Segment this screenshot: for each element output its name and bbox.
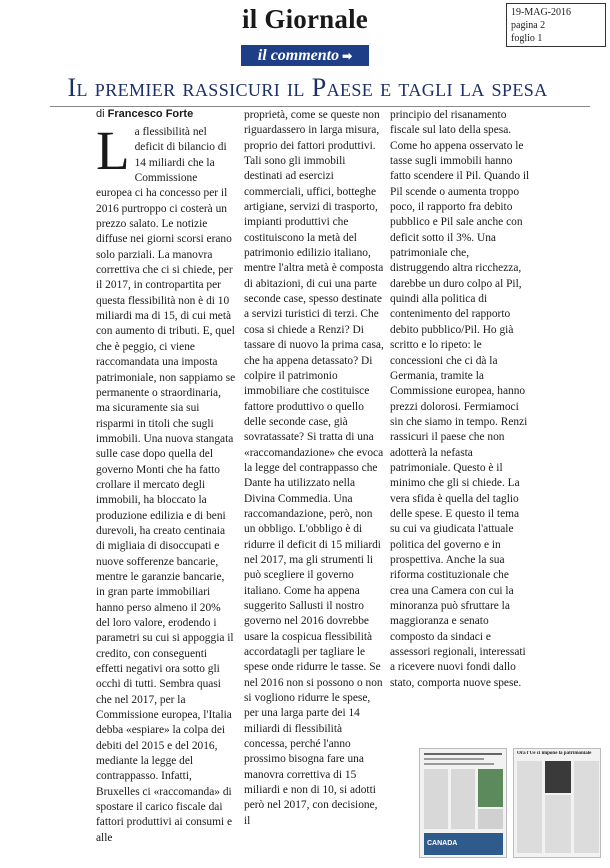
article-headline: Il premier rassicuri il Paese e tagli la spesa bbox=[67, 73, 548, 102]
drop-cap: L bbox=[96, 120, 130, 181]
stamp-sheet: foglio 1 bbox=[511, 33, 543, 44]
byline-prefix: di bbox=[96, 108, 105, 120]
thumbnail-page-right[interactable] bbox=[513, 748, 601, 858]
thumbnail-banner: CANADA bbox=[424, 833, 503, 855]
article-column-1 bbox=[96, 120, 236, 846]
newspaper-masthead: il Giornale bbox=[242, 4, 368, 34]
arrow-right-icon: ➡ bbox=[342, 49, 353, 63]
byline bbox=[96, 108, 193, 120]
section-label bbox=[241, 45, 369, 66]
stamp-date: 19-MAG-2016 bbox=[511, 7, 571, 18]
section-label-text: il commento bbox=[257, 47, 340, 64]
article-column-2: proprietà, come se queste non riguardassero in larga misura, proprio dei fattori produttivi. Tali sono gli immobili destinati ad esercizi commerciali, uffici, botteghe artigiane, servizi di trasporto, impianti produttivi che costituiscono la metà del patrimonio edilizio italiano, mentre l'altra metà è composta di abitazioni, di cui una parte seconde case, spesso destinate a servizi turistici di terzi. Che cosa si chiede a Renzi? Di tassare di nuovo la prima casa, che ha appena detassato? Di colpire il patrimonio immobiliare che costituisce fattore produttivo o quello delle seconde case, già sovratassate? Si tratta di una «raccomandazione» che evoca la legge del contrappasso che Dante ha utilizzato nella Divina Commedia. Una raccomandazione, però, non un obbligo. L'obbligo è di ridurre il deficit di 15 miliardi nel 2017, ma gli strumenti li può scegliere il governo italiano. Come ha appena suggerito Sallusti il nostro governo nel 2016 dovrebbe usare la cospicua flessibilità accordatagli per tagliare le spese onde ridurre le tasse. Se nel 2016 non si possono o non si vogliono ridurre le spese, per una larga parte dei 14 miliardi di flessibilità concessa, perché l'anno prossimo bisogna fare una manovra correttiva di 15 miliardi e non di 10, si adotti però nel 2017, con decisione, il bbox=[244, 109, 384, 827]
thumbnail-page-left[interactable] bbox=[419, 748, 507, 858]
thumbnail-headline: Ora l'Ue ci impone la patrimoniale bbox=[517, 751, 592, 756]
stamp-page: pagina 2 bbox=[511, 20, 546, 31]
column-1-text: a flessibilità nel deficit di bilancio di 14 miliardi che la Commissione europea ci ha concesso per il 2016 purtroppo ci costerà un prezzo salato. Le notizie diffuse nei giorni scorsi erano solo parziali. La manovra correttiva che ci si chiede, per il 2017, in contropartita per questa flessibilità non è di 10 miliardi ma di 15, di cui metà con aumento di tributi. E, quel che è peggio, ci viene raccomandata una imposta patrimoniale, non sappiamo se permanente o straordinaria, ma sicuramente sia sui risparmi in titoli che sugli immobili. Una nuova stangata sulle case dopo quella del governo Monti che ha fatto crollare il mercato degli immobili, ha bloccato la produzione edilizia e di beni durevoli, ha creato centinaia di migliaia di disoccupati e nuove sofferenze bancarie, mentre le garanzie bancarie, in gran parte immobiliari hanno perso almeno il 20% del loro valore, erodendo i parametri su cui si appoggia il credito, con conseguenti effetti negativi ora sotto gli occhi di tutti. Sembra quasi che nel 2017, per la Commissione europea, l'Italia debba «espiare» la colpa dei debiti del 2015 e del 2016, mediante la legge del contrappasso. Infatti, Bruxelles ci «raccomanda» di spostare il carico fiscale dai fattori produttivi ai consumi e alle bbox=[96, 126, 236, 844]
headline-divider bbox=[50, 106, 590, 107]
article-column-3: principio del risanamento fiscale sul lato della spesa. Come ho appena osservato le tasse sugli immobili hanno fatto scendere il Pil. Quando il Pil scende o aumenta troppo poco, il rapporto fra debito pubblico e Pil sale anche con deficit sotto il 3%. Una patrimoniale che, distruggendo altra ricchezza, darebbe un duro colpo al Pil, quindi alla politica di contenimento del rapporto debito pubblico/Pil. Ho già scritto e lo ripeto: le concessioni che ci dà la Germania, tramite la Commissione europea, hanno prezzi dolorosi. Fermiamoci sin che siamo in tempo. Renzi rassicuri il paese che non adotterà la nefasta patrimoniale. Questo è il minimo che gli si chiede. La vera sfida è quella del taglio delle spese. E questo il tema su cui va giudicata l'attuale politica del governo e in prospettiva. Anche la sua riforma costituzionale che crea una Camera con cui la minoranza può sfruttare la maggioranza e senato composto da sindaci e assessori regionali, interessati a ricevere nuovi fondi dallo stato, comporta nuove spese. bbox=[390, 109, 530, 689]
byline-author: Francesco Forte bbox=[107, 108, 194, 120]
press-clipping-stamp bbox=[506, 3, 606, 47]
page-thumbnails bbox=[419, 748, 601, 858]
